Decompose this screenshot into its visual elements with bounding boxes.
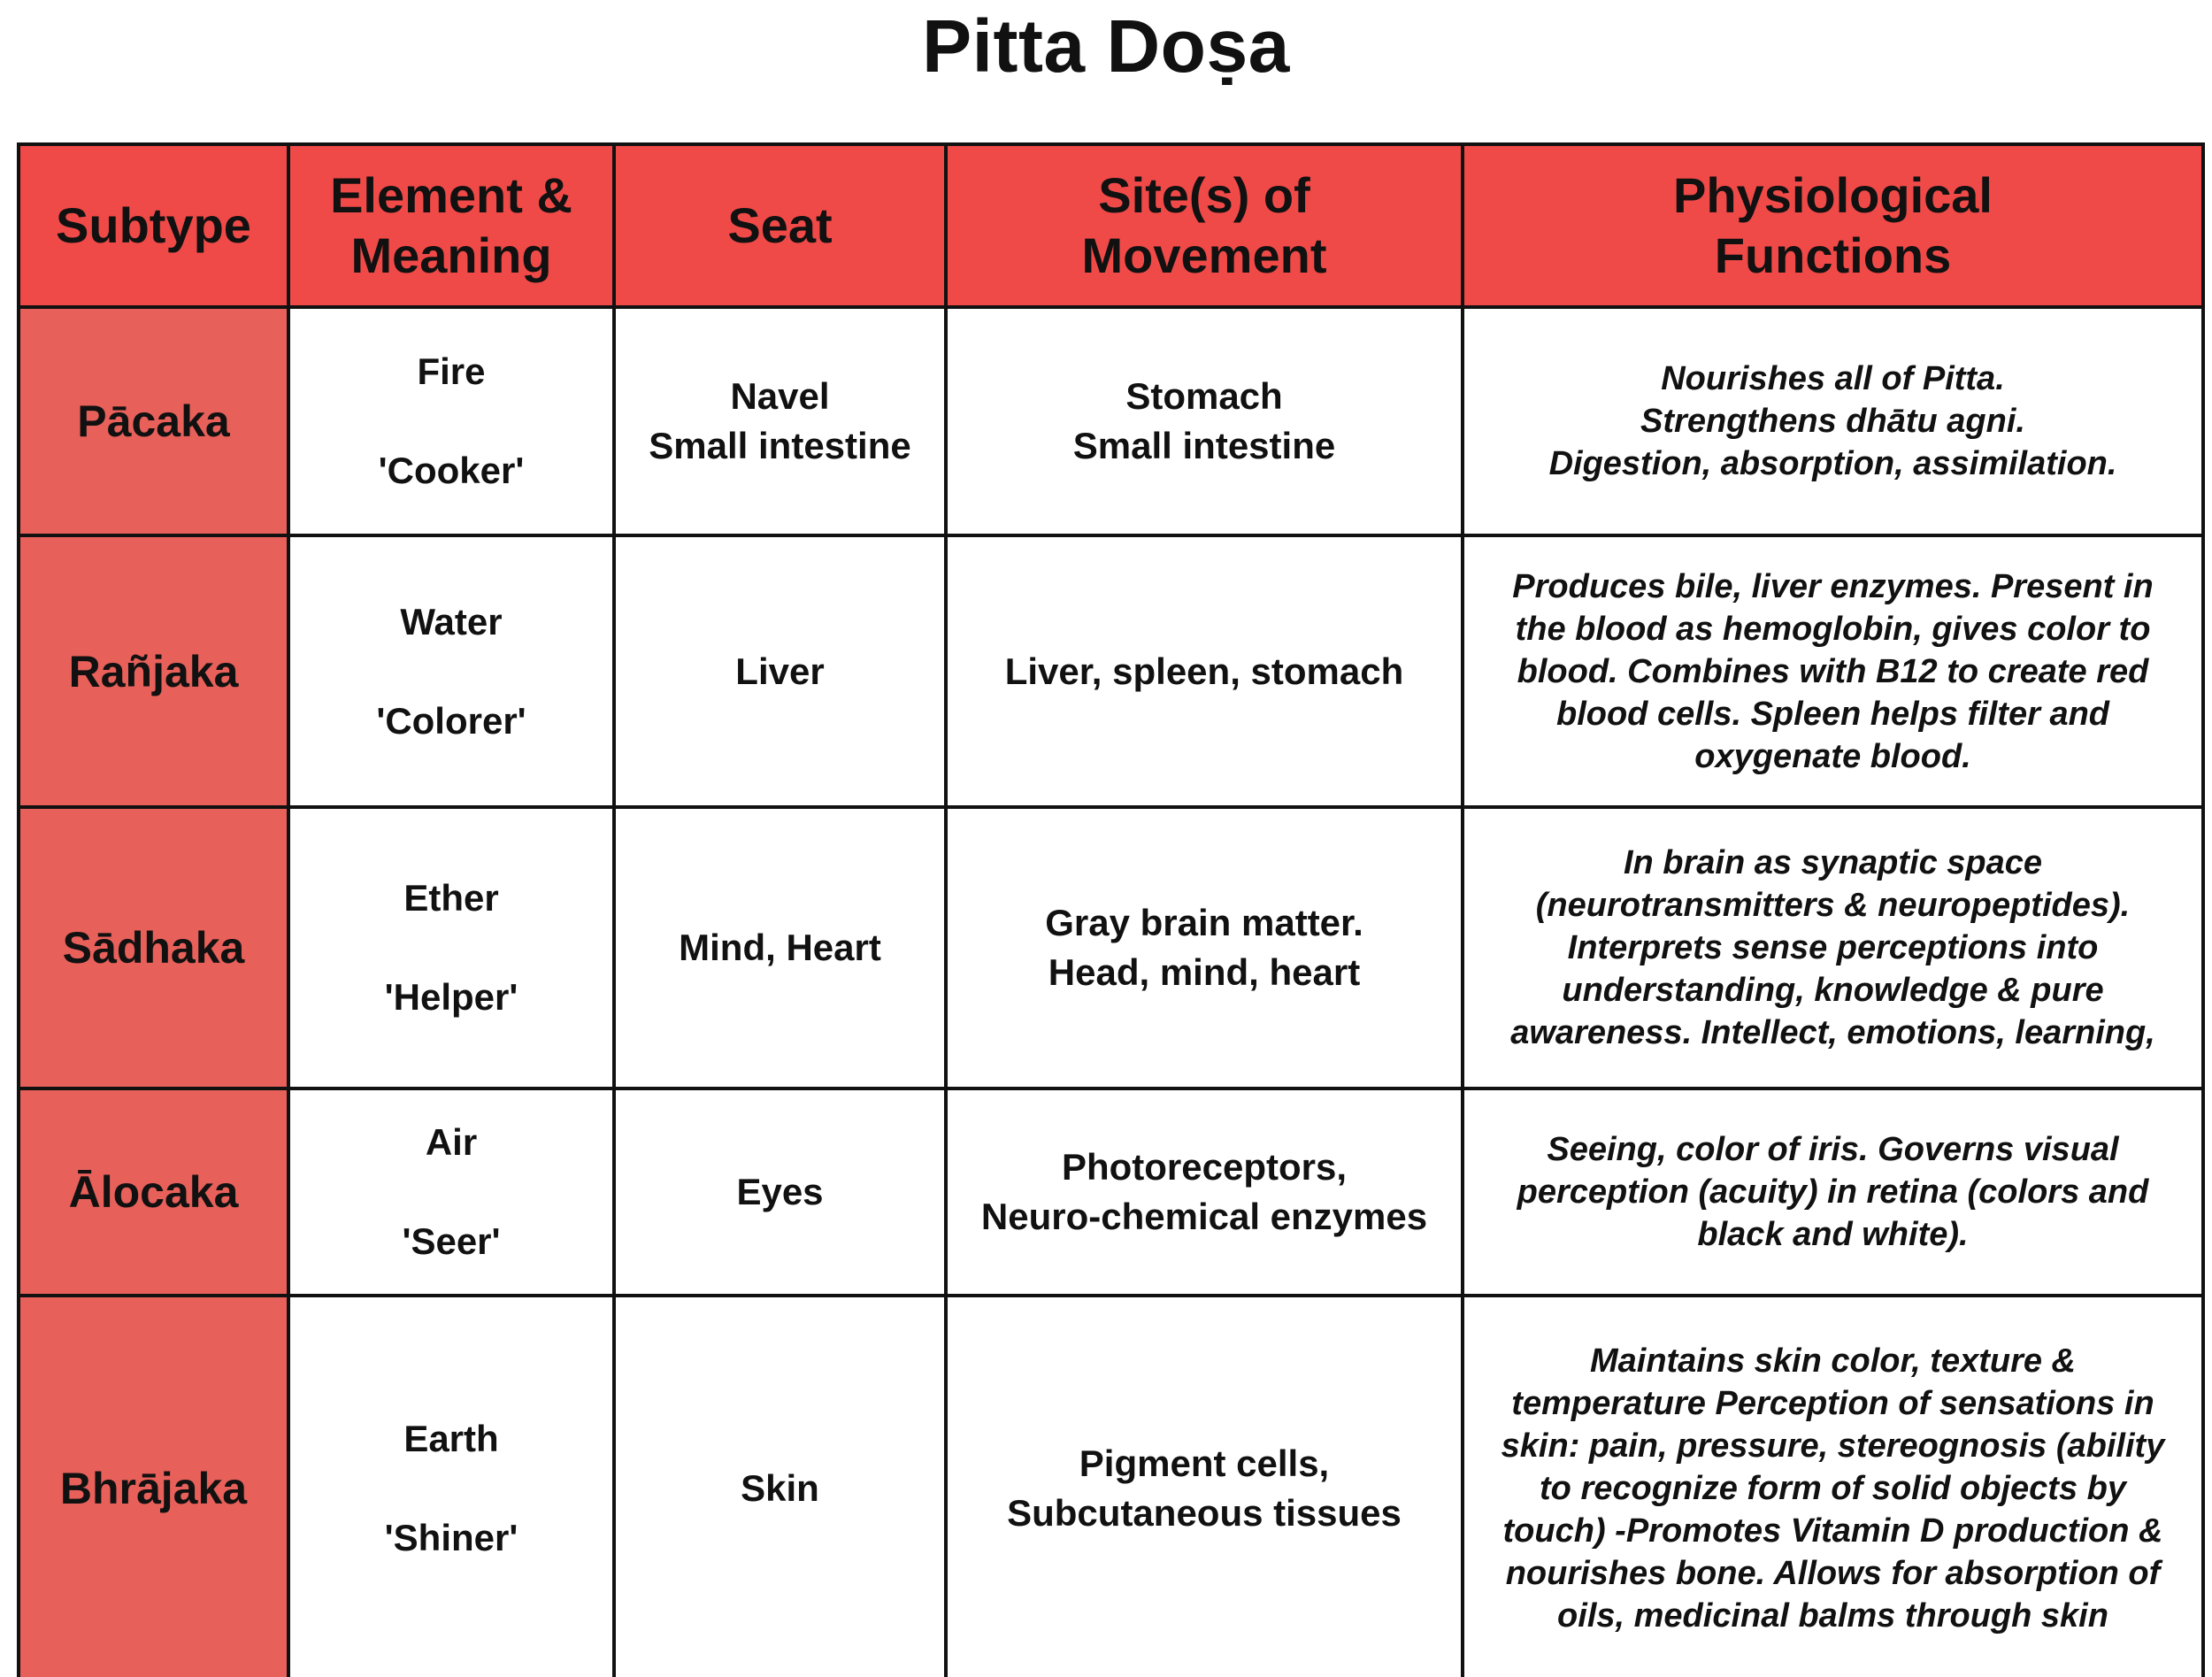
header-seat xyxy=(614,144,946,307)
function-line: Maintains skin color, texture & xyxy=(1589,1342,2077,1380)
header-movement-line1: Site(s) of xyxy=(1098,167,1310,223)
movement-line: Stomach xyxy=(1125,375,1283,417)
seat-line: Skin xyxy=(741,1466,819,1509)
header-functions-line2: Functions xyxy=(1714,227,1952,283)
function-line: skin: pain, pressure, stereognosis (ability xyxy=(1501,1427,2165,1465)
functions-cell xyxy=(1463,1089,2203,1296)
movement-cell xyxy=(946,1296,1463,1677)
element-name: Air xyxy=(425,1121,478,1163)
element-name: Fire xyxy=(417,350,486,392)
pitta-dosa-table xyxy=(17,142,2205,1677)
element-cell xyxy=(288,307,614,535)
movement-cell xyxy=(946,807,1463,1089)
element-cell xyxy=(288,807,614,1089)
function-line: Strengthens dhātu agni. xyxy=(1640,403,2025,440)
seat-cell xyxy=(614,307,946,535)
function-line: Interprets sense perceptions into xyxy=(1567,929,2099,966)
function-line: Seeing, color of iris. Governs visual xyxy=(1547,1131,2119,1168)
movement-cell xyxy=(946,307,1463,535)
function-line: oils, medicinal balms through skin xyxy=(1557,1596,2108,1635)
function-line: In brain as synaptic space xyxy=(1623,844,2043,881)
element-cell xyxy=(288,1296,614,1677)
element-name: Earth xyxy=(403,1417,499,1459)
function-line: blood cells. Spleen helps filter and xyxy=(1555,695,2109,733)
seat-line: Mind, Heart xyxy=(679,927,881,968)
function-line: (neurotransmitters & neuropeptides). xyxy=(1535,887,2131,924)
function-line: oxygenate blood. xyxy=(1694,737,1971,775)
header-subtype-label: Subtype xyxy=(56,197,251,253)
table-row xyxy=(19,535,2203,807)
function-line: the blood as hemoglobin, gives color to xyxy=(1515,610,2151,648)
header-functions xyxy=(1463,144,2203,307)
functions-cell xyxy=(1463,535,2203,807)
element-meaning: 'Seer' xyxy=(402,1220,501,1262)
movement-cell xyxy=(946,1089,1463,1296)
seat-cell xyxy=(614,535,946,807)
header-element-meaning xyxy=(288,144,614,307)
movement-line: Pigment cells, xyxy=(1079,1442,1330,1484)
header-element-line2: Meaning xyxy=(350,227,552,283)
subtype-cell: Rañjaka xyxy=(19,535,288,807)
header-seat-label: Seat xyxy=(727,197,833,253)
table-row xyxy=(19,307,2203,535)
function-line: Digestion, absorption, assimilation. xyxy=(1548,445,2117,482)
function-line: nourishes bone. Allows for absorption of xyxy=(1505,1554,2161,1592)
element-meaning: 'Helper' xyxy=(384,976,518,1018)
header-movement xyxy=(946,144,1463,307)
page-title: Pitta Doṣa xyxy=(922,4,1290,88)
function-line: to recognize form of solid objects by xyxy=(1540,1469,2126,1507)
subtype-cell: Sādhaka xyxy=(19,807,288,1089)
element-cell xyxy=(288,1089,614,1296)
header-element-line1: Element & xyxy=(330,167,572,223)
header-subtype xyxy=(19,144,288,307)
function-line: temperature Perception of sensations in xyxy=(1511,1384,2154,1422)
seat-line: Liver xyxy=(735,650,825,692)
element-meaning: 'Shiner' xyxy=(384,1516,518,1558)
header-functions-line1: Physiological xyxy=(1673,167,1993,223)
function-line: understanding, knowledge & pure xyxy=(1562,972,2104,1009)
function-line: touch) -Promotes Vitamin D production & xyxy=(1502,1512,2163,1550)
table-row xyxy=(19,1089,2203,1296)
header-row xyxy=(19,144,2203,307)
seat-line: Small intestine xyxy=(649,425,911,466)
subtype-cell: Bhrājaka xyxy=(19,1296,288,1677)
movement-line: Small intestine xyxy=(1072,425,1336,466)
functions-cell xyxy=(1463,307,2203,535)
element-name: Water xyxy=(400,600,503,642)
movement-line: Photoreceptors, xyxy=(1061,1146,1348,1188)
element-cell xyxy=(288,535,614,807)
element-meaning: 'Colorer' xyxy=(376,699,526,742)
movement-line: Subcutaneous tissues xyxy=(1007,1491,1402,1534)
seat-cell xyxy=(614,1089,946,1296)
movement-line: Liver, spleen, stomach xyxy=(1004,650,1404,692)
subtype-cell: Ālocaka xyxy=(19,1089,288,1296)
functions-cell xyxy=(1463,807,2203,1089)
movement-line: Head, mind, heart xyxy=(1048,951,1361,993)
function-line: black and white). xyxy=(1697,1216,1969,1253)
table-row xyxy=(19,1296,2203,1677)
table-row xyxy=(19,807,2203,1089)
function-line: perception (acuity) in retina (colors and xyxy=(1517,1173,2149,1211)
element-meaning: 'Cooker' xyxy=(378,450,525,491)
function-line: Produces bile, liver enzymes. Present in xyxy=(1512,567,2154,605)
movement-line: Neuro-chemical enzymes xyxy=(980,1196,1428,1237)
movement-line: Gray brain matter. xyxy=(1045,902,1363,943)
header-movement-line2: Movement xyxy=(1081,227,1327,283)
seat-line: Eyes xyxy=(736,1171,824,1212)
function-line: awareness. Intellect, emotions, learning, xyxy=(1510,1014,2155,1051)
element-name: Ether xyxy=(403,877,499,919)
function-line: Nourishes all of Pitta. xyxy=(1661,360,2005,397)
seat-cell xyxy=(614,1296,946,1677)
movement-cell xyxy=(946,535,1463,807)
subtype-cell: Pācaka xyxy=(19,307,288,535)
seat-cell xyxy=(614,807,946,1089)
function-line: blood. Combines with B12 to create red xyxy=(1517,652,2149,690)
seat-line: Navel xyxy=(730,375,830,417)
functions-cell xyxy=(1463,1296,2203,1677)
